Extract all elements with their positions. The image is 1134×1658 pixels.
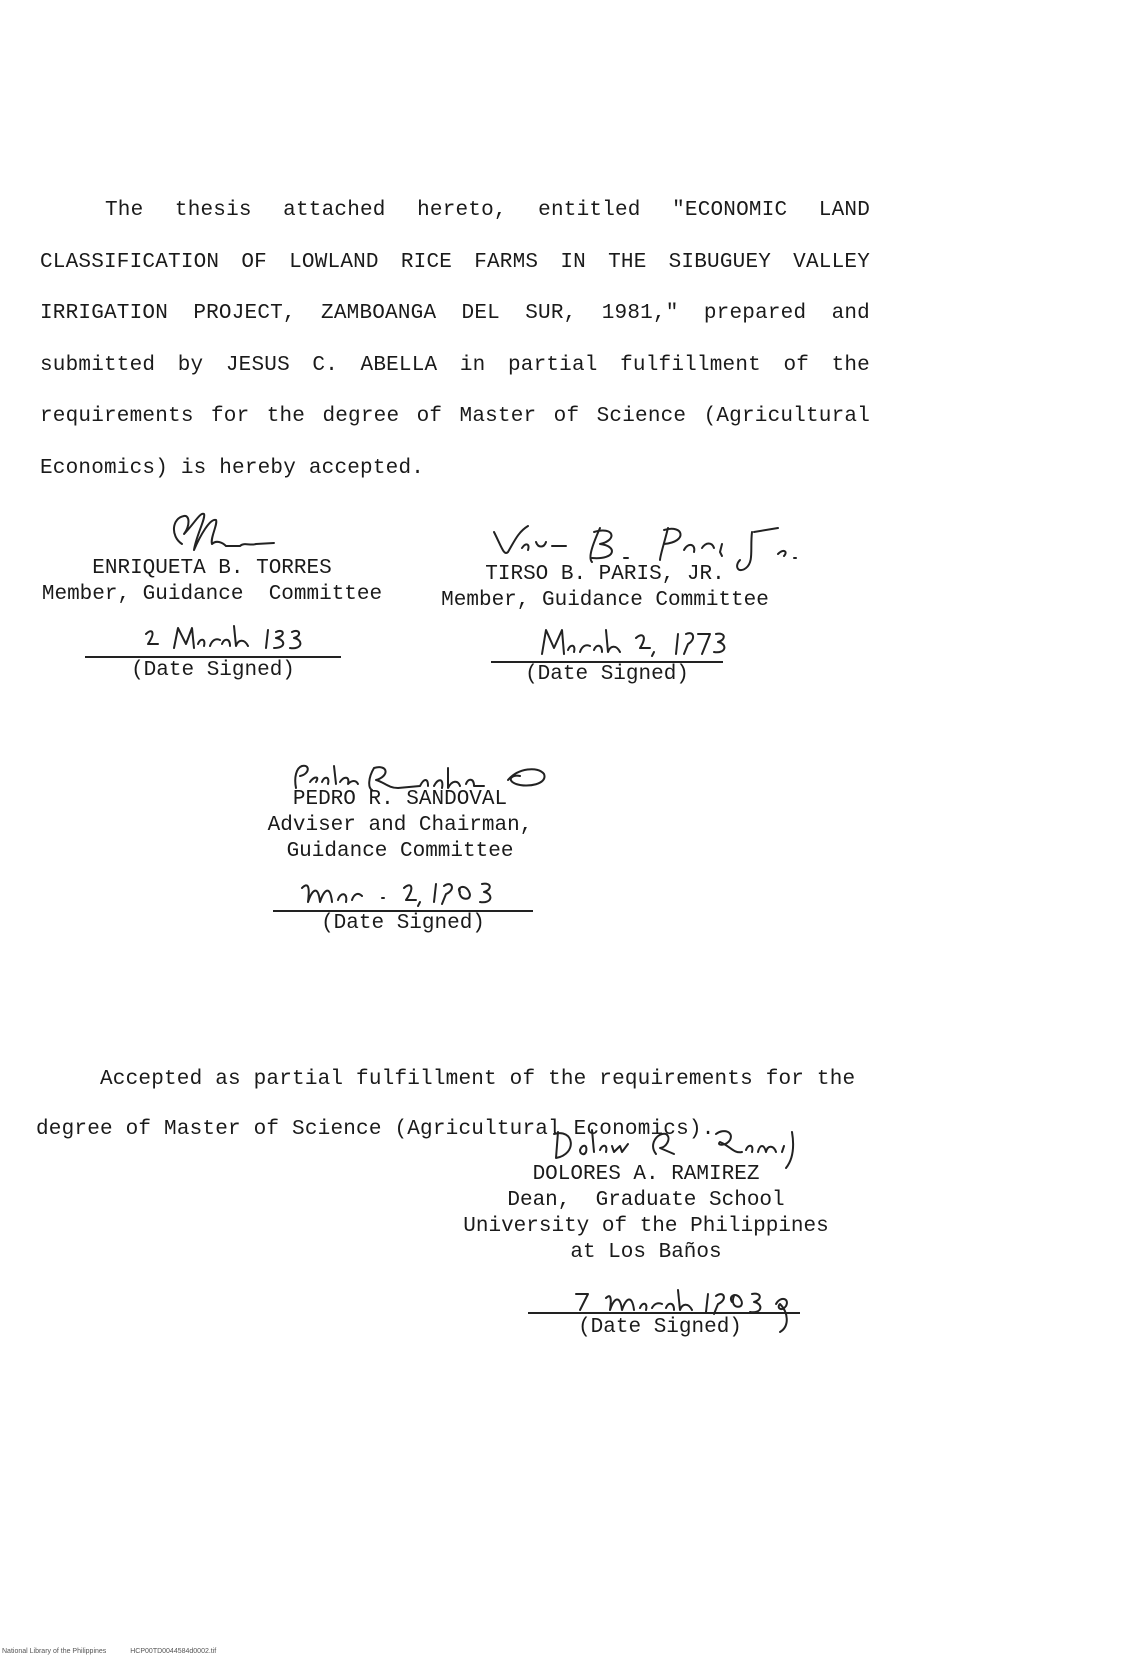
sandoval-role-line2: Guidance Committee xyxy=(286,840,514,863)
torres-date-line xyxy=(85,656,341,658)
ramirez-name: DOLORES A. RAMIREZ xyxy=(532,1163,760,1186)
ramirez-block xyxy=(456,1162,836,1266)
ramirez-date-line xyxy=(528,1312,800,1314)
ramirez-title: Dean, Graduate School xyxy=(507,1189,785,1212)
torres-date-label: (Date Signed) xyxy=(131,659,295,682)
paris-name: TIRSO B. PARIS, JR. xyxy=(485,563,725,586)
sandoval-role-line1: Adviser and Chairman, xyxy=(267,814,533,837)
paris-role: Member, Guidance Committee xyxy=(441,589,769,612)
ramirez-date-label: (Date Signed) xyxy=(578,1316,742,1339)
torres-block xyxy=(32,556,392,608)
torres-signature xyxy=(160,506,280,558)
sandoval-handwritten-date xyxy=(296,874,516,910)
paris-date-label: (Date Signed) xyxy=(525,663,689,686)
torres-handwritten-date xyxy=(140,622,330,658)
acceptance-paragraph: Accepted as partial fulfillment of the requirements for the degree of Master of Science (Agricultural Economics). xyxy=(36,1068,856,1141)
ramirez-university: University of the Philippines xyxy=(463,1215,829,1238)
footer-library: National Library of the Philippines xyxy=(2,1648,107,1655)
torres-role: Member, Guidance Committee xyxy=(41,583,383,606)
scan-footer xyxy=(2,1648,238,1656)
sandoval-date-label: (Date Signed) xyxy=(321,912,485,935)
sandoval-block xyxy=(250,787,550,865)
torres-name: ENRIQUETA B. TORRES xyxy=(92,557,332,580)
ramirez-campus: at Los Baños xyxy=(570,1241,722,1264)
thesis-acceptance-paragraph: The thesis attached hereto, entitled "ECONOMIC LAND CLASSIFICATION OF LOWLAND RICE FARMS IN THE SIBUGUEY VALLEY IRRIGATION PROJECT, ZAMBOANGA DEL SUR, 1981," prepared and submitted by JESUS C. ABELLA in partial fulfillment of the requirements for the degree of Master of Science (Agricultural Economics) is hereby accepted. xyxy=(40,199,870,480)
paris-handwritten-date xyxy=(536,624,736,664)
footer-file-id: HCP00TD0044584d0002.tif xyxy=(130,1648,217,1655)
sandoval-name: PEDRO R. SANDOVAL xyxy=(292,788,508,811)
paris-block xyxy=(430,562,780,614)
